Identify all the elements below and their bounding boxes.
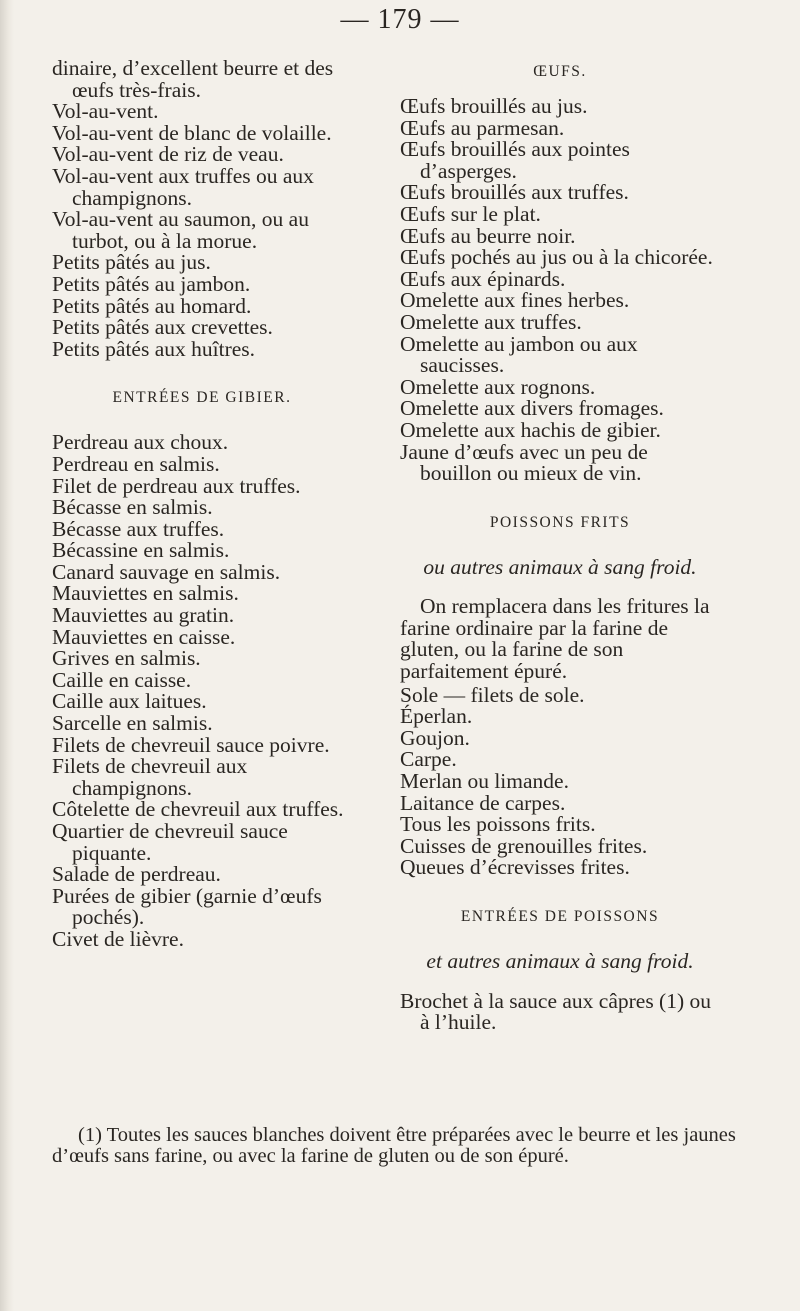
section-subheading-poissons-frits: ou autres animaux à sang froid. <box>423 554 697 579</box>
list-item: Perdreau en salmis. <box>52 451 220 476</box>
section-heading-entrees-poissons: ENTRÉES DE POISSONS <box>460 908 660 925</box>
list-item: Omelette au jambon ou aux saucisses. <box>400 331 638 378</box>
list-item: Bécasse aux truffes. <box>52 516 225 541</box>
list-item: Tous les poissons frits. <box>400 812 596 837</box>
list-item: Œufs au parmesan. <box>400 115 565 140</box>
list-item: Petits pâtés au jus. <box>52 250 211 275</box>
list-item: Œufs brouillés aux pointes d’asperges. <box>400 137 630 183</box>
list-item: Œufs au beurre noir. <box>400 223 576 248</box>
list-item: dinaire, d’excellent beurre et des œufs très-frais. <box>52 56 334 102</box>
page-number: — 179 — <box>340 4 460 35</box>
list-item: Filet de perdreau aux truffes. <box>52 473 301 498</box>
list-item: Œufs pochés au jus ou à la chicorée. <box>400 245 713 270</box>
right-column <box>400 58 720 1034</box>
list-item: Vol-au-vent de blanc de volaille. <box>52 120 332 145</box>
entries-top-list <box>52 58 352 360</box>
entries-gibier-list <box>52 432 352 950</box>
list-item: Caille en caisse. <box>52 667 192 692</box>
list-item: Vol-au-vent au saumon, ou au turbot, ou à la morue. <box>52 207 309 253</box>
list-item: Éperlan. <box>400 704 473 729</box>
list-item: Quartier de chevreuil sauce piquante. <box>52 819 288 865</box>
list-item: Filets de chevreuil sauce poivre. <box>52 732 330 757</box>
left-column <box>52 58 352 951</box>
footnote: (1) Toutes les sauces blanches doivent être préparées avec le beurre et les jaunes d’œufs sans farine, ou avec la farine de gluten ou de son épuré. <box>52 1123 736 1167</box>
list-item: Civet de lièvre. <box>52 926 184 951</box>
list-item: Brochet à la sauce aux câpres (1) ou à l’huile. <box>400 988 712 1035</box>
list-item: Queues d’écrevisses frites. <box>400 855 630 880</box>
entries-poissons-list <box>400 682 720 880</box>
list-item: Carpe. <box>400 747 457 772</box>
list-item: Vol-au-vent. <box>52 99 159 124</box>
list-item: Œufs aux épinards. <box>400 266 566 291</box>
list-item: Salade de perdreau. <box>52 862 221 887</box>
page-binding-shadow <box>0 0 14 1311</box>
section-heading-poissons-frits: POISSONS FRITS <box>489 513 631 531</box>
list-item: Œufs sur le plat. <box>400 201 541 226</box>
list-item: Omelette aux hachis de gibier. <box>400 417 661 442</box>
list-item: Goujon. <box>400 725 470 750</box>
list-item: Œufs brouillés aux truffes. <box>400 180 629 205</box>
list-item: Canard sauvage en salmis. <box>52 559 281 584</box>
list-item: Sole — filets de sole. <box>400 682 585 707</box>
list-item: Omelette aux fines herbes. <box>400 288 630 313</box>
list-item: Mauviettes au gratin. <box>52 603 235 628</box>
list-item: Jaune d’œufs avec un peu de bouillon ou mieux de vin. <box>400 439 648 486</box>
list-item: Mauviettes en caisse. <box>52 624 236 649</box>
list-item: Merlan ou limande. <box>400 769 569 794</box>
note-poissons: On remplacera dans les fritures la farine ordinaire par la farine de gluten, ou la farine de son parfaitement épuré. <box>400 594 710 684</box>
list-item: Vol-au-vent aux truffes ou aux champignons. <box>52 163 314 210</box>
section-heading-oeufs: ŒUFS. <box>533 63 587 80</box>
list-item: Omelette aux rognons. <box>400 374 596 399</box>
section-heading-gibier: ENTRÉES DE GIBIER. <box>112 389 292 407</box>
list-item: Petits pâtés au homard. <box>52 293 252 318</box>
list-item: Petits pâtés aux crevettes. <box>52 315 273 340</box>
list-item: Œufs brouillés au jus. <box>400 94 588 118</box>
list-item: Omelette aux divers fromages. <box>400 396 664 421</box>
entries-oeufs-list <box>400 96 720 485</box>
list-item: Filets de chevreuil aux champignons. <box>52 754 248 800</box>
list-item: Laitance de carpes. <box>400 790 566 815</box>
list-item: Bécasse en salmis. <box>52 495 213 520</box>
section-subheading-entrees-poissons: et autres animaux à sang froid. <box>426 949 694 973</box>
list-item: Grives en salmis. <box>52 646 201 671</box>
list-item: Purées de gibier (garnie d’œufs pochés). <box>52 883 322 930</box>
list-item: Caille aux laitues. <box>52 689 207 714</box>
list-item: Omelette aux truffes. <box>400 309 582 334</box>
list-item: Cuisses de grenouilles frites. <box>400 833 648 858</box>
list-item: Côtelette de chevreuil aux truffes. <box>52 797 344 822</box>
list-item: Vol-au-vent de riz de veau. <box>52 142 284 167</box>
list-item: Petits pâtés au jambon. <box>52 271 251 296</box>
list-item: Bécassine en salmis. <box>52 538 230 563</box>
list-item: Petits pâtés aux huîtres. <box>52 336 256 361</box>
list-item: Mauviettes en salmis. <box>52 581 239 606</box>
list-item: Perdreau aux choux. <box>52 430 229 455</box>
list-item: Sarcelle en salmis. <box>52 711 213 736</box>
